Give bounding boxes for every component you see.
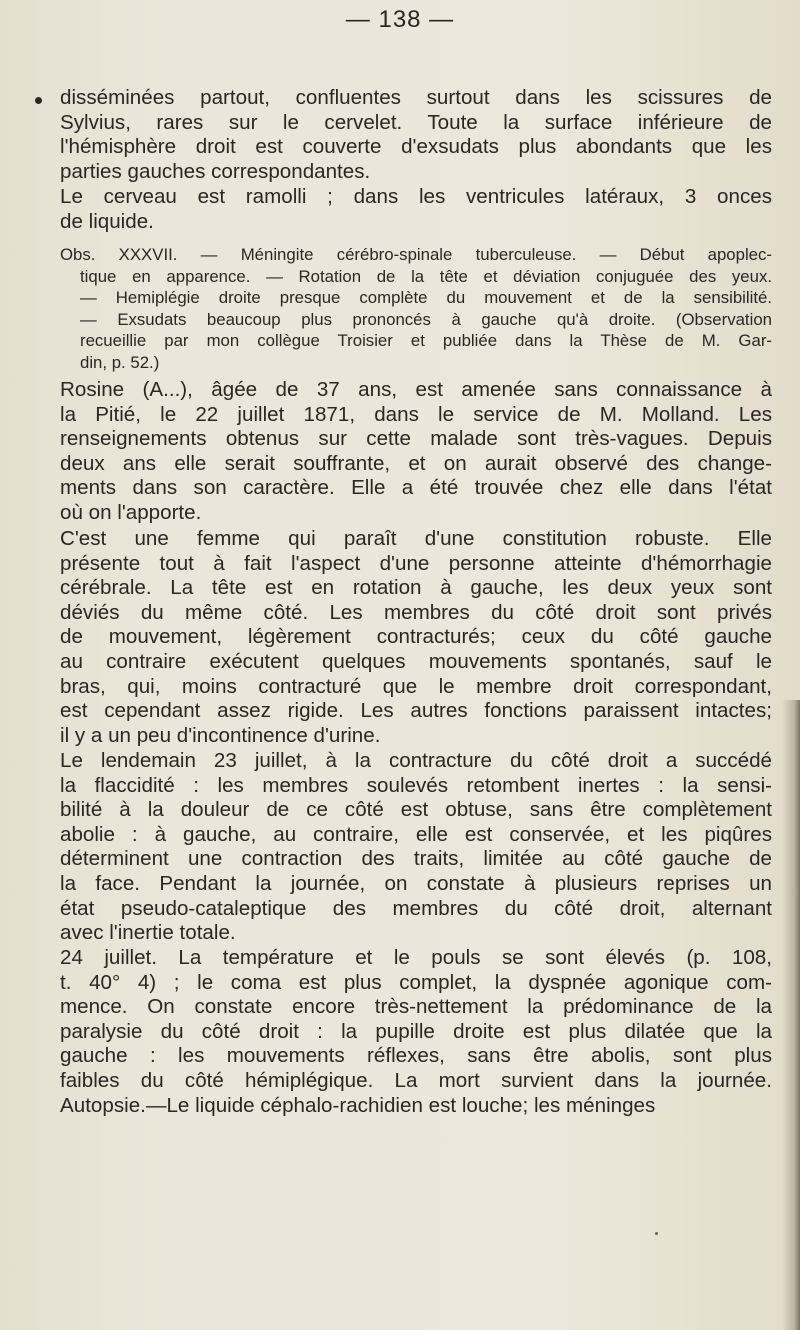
margin-mark — [35, 97, 42, 104]
text-line: avec l'inertie totale. — [60, 921, 236, 945]
text-line: est cependant assez rigide. Les autres fonctions paraissent intactes; — [60, 699, 772, 723]
text-line: parties gauches correspondantes. — [60, 159, 371, 183]
text-line: la Pitié, le 22 juillet 1871, dans le service de M. Molland. Les — [60, 402, 772, 426]
text-line: paralysie du côté droit : la pupille droite est plus dilatée que la — [60, 1019, 772, 1043]
text-line: déterminent une contraction des traits, limitée au côté gauche de — [60, 847, 772, 871]
text-line: mence. On constate encore très-nettement la prédominance de la — [60, 995, 772, 1019]
text-line: C'est une femme qui paraît d'une constitution robuste. Elle — [60, 527, 772, 550]
text-line: 24 juillet. La température et le pouls se sont élevés (p. 108, — [60, 946, 772, 969]
text-line: disséminées partout, confluentes surtout dans les scissures de — [60, 86, 772, 109]
paragraph-examination — [60, 527, 772, 748]
text-line: état pseudo-cataleptique des membres du côté droit, alternant — [60, 896, 772, 920]
text-line: renseignements obtenus sur cette malade sont très-vagues. Depuis — [60, 427, 772, 451]
page-number: — 138 — — [345, 6, 455, 33]
text-line: Le cerveau est ramolli ; dans les ventricules latéraux, 3 onces — [60, 185, 772, 208]
text-line: deux ans elle serait souffrante, et on aurait observé des change- — [60, 451, 772, 475]
text-line: déviés du même côté. Les membres du côté droit sont privés — [60, 600, 772, 624]
text-line: l'hémisphère droit est couverte d'exsudats plus abondants que les — [60, 135, 772, 159]
paper-speck — [655, 1232, 658, 1235]
paragraph-outcome — [60, 946, 772, 1118]
obs-line: tique en apparence. — Rotation de la tête et déviation conjuguée des yeux. — [80, 266, 772, 286]
obs-line: recueillie par mon collègue Troisier et publiée dans la Thèse de M. Gar- — [80, 331, 772, 351]
text-line: de mouvement, légèrement contracturés; ceux du côté gauche — [60, 625, 772, 649]
text-line: la flaccidité : les membres soulevés retombent inertes : la sensi- — [60, 773, 772, 797]
text-line: Sylvius, rares sur le cervelet. Toute la surface inférieure de — [60, 110, 772, 134]
paragraph-intro — [60, 86, 772, 184]
text-line: présente tout à fait l'aspect d'une personne atteinte d'hémorrhagie — [60, 551, 772, 575]
obs-line: — Exsudats beaucoup plus prononcés à gauche qu'à droite. (Observation — [80, 309, 772, 329]
text-line: Rosine (A...), âgée de 37 ans, est amenée sans connaissance à — [60, 378, 772, 401]
text-line: où on l'apporte. — [60, 500, 202, 524]
text-line: de liquide. — [60, 209, 154, 233]
text-line: au contraire exécutent quelques mouvements spontanés, sauf le — [60, 649, 772, 673]
text-line: il y a un peu d'incontinence d'urine. — [60, 723, 381, 747]
text-line: faibles du côté hémiplégique. La mort survient dans la journée. — [60, 1068, 772, 1092]
text-line: cérébrale. La tête est en rotation à gauche, les deux yeux sont — [60, 576, 772, 600]
text-line: bras, qui, moins contracturé que le membre droit correspondant, — [60, 674, 772, 698]
text-line: Autopsie.—Le liquide céphalo-rachidien est louche; les méninges — [60, 1093, 656, 1117]
observation-summary — [60, 244, 772, 374]
obs-line: din, p. 52.) — [80, 352, 160, 372]
obs-line: Obs. XXXVII. — Méningite cérébro-spinale tuberculeuse. — Début apoplec- — [60, 245, 772, 264]
page-edge-shadow — [782, 700, 800, 1330]
text-line: la face. Pendant la journée, on constate à plusieurs reprises un — [60, 871, 772, 895]
text-line: t. 40° 4) ; le coma est plus complet, la dyspnée agonique com- — [60, 970, 772, 994]
text-line: abolie : à gauche, au contraire, elle est conservée, et les piqûres — [60, 822, 772, 846]
paragraph-next-day — [60, 749, 772, 946]
text-line: gauche : les mouvements réflexes, sans être abolis, sont plus — [60, 1044, 772, 1068]
text-line: Le lendemain 23 juillet, à la contracture du côté droit a succédé — [60, 749, 772, 772]
text-line: ments dans son caractère. Elle a été trouvée chez elle dans l'état — [60, 476, 772, 500]
paragraph-cerveau — [60, 185, 772, 234]
obs-line: — Hemiplégie droite presque complète du mouvement et de la sensibilité. — [80, 288, 772, 308]
paragraph-admission — [60, 378, 772, 526]
text-line: bilité à la douleur de ce côté est obtuse, sans être complètement — [60, 798, 772, 822]
